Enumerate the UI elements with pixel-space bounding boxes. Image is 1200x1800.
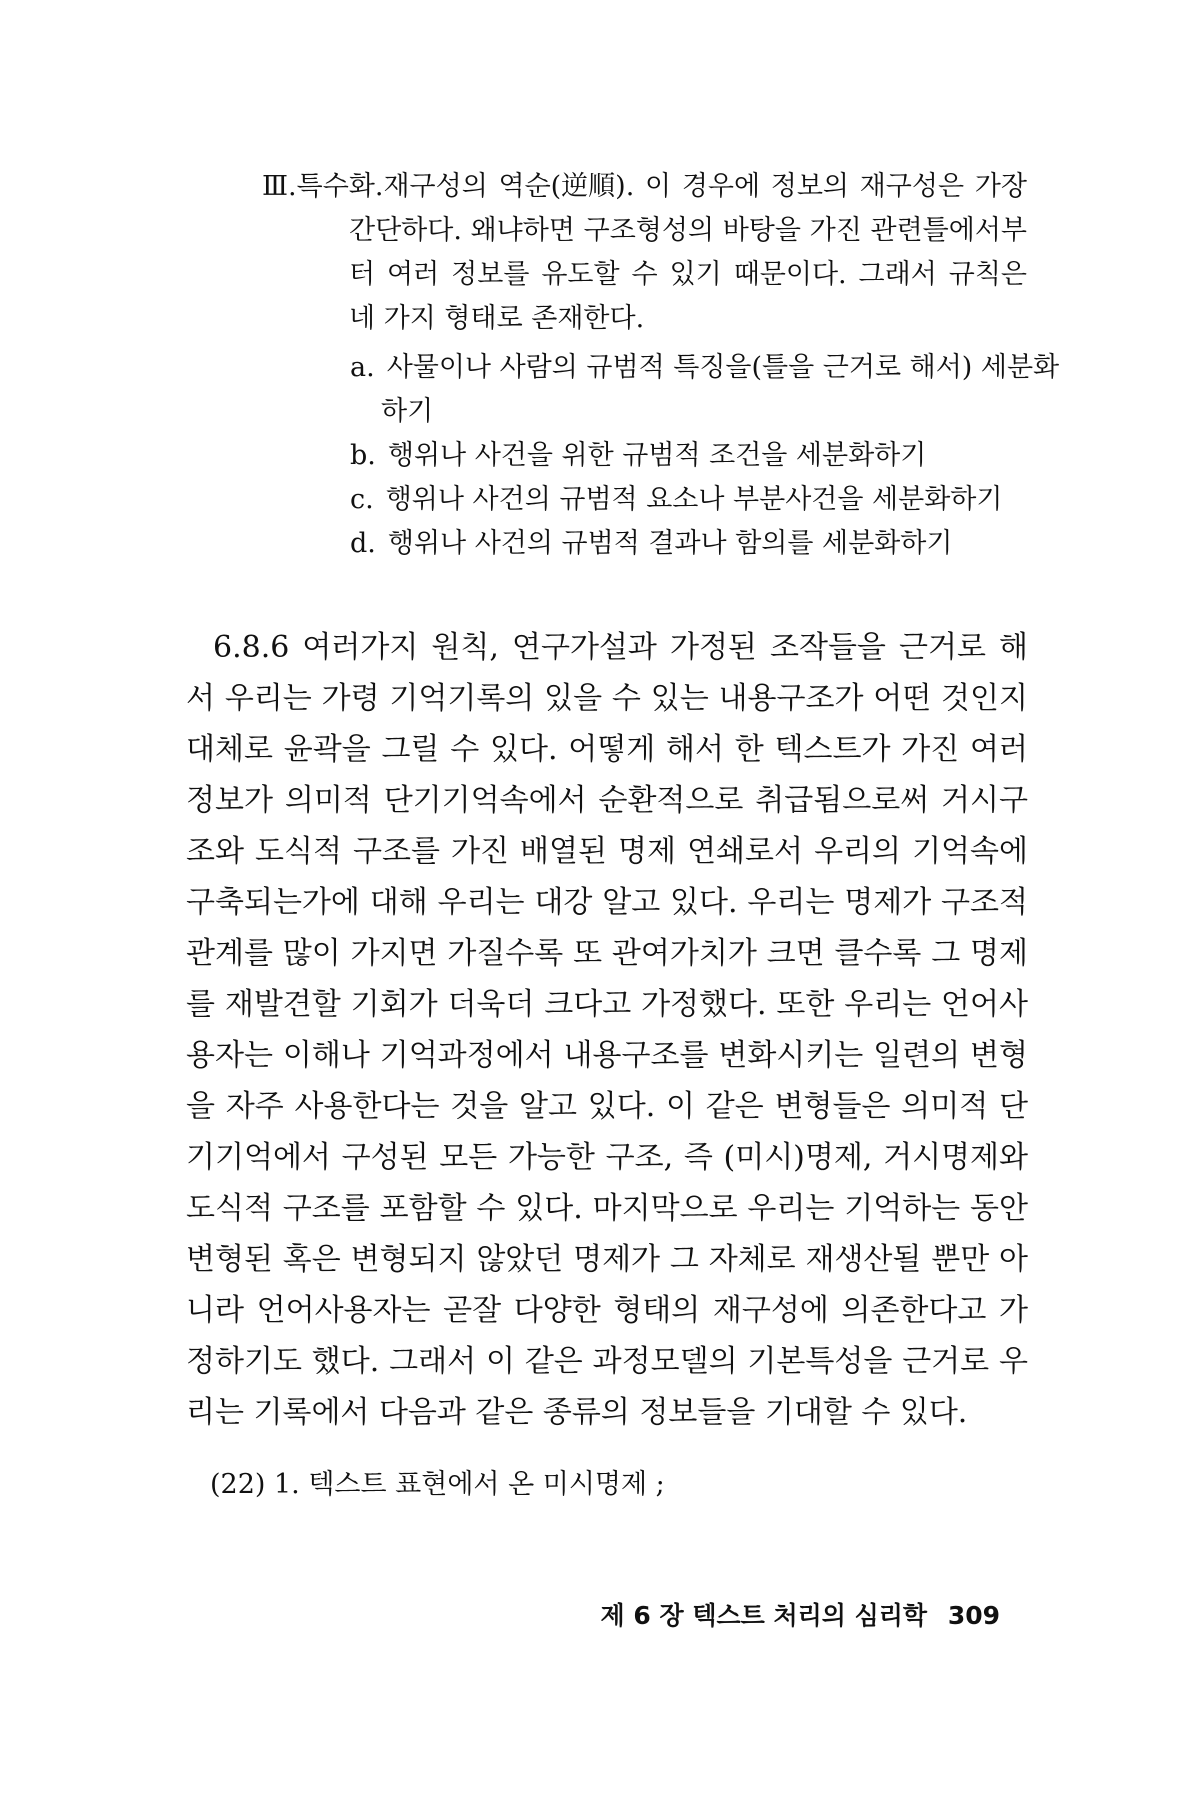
subitem-c xyxy=(350,478,1027,522)
item-three-word: 정보의 xyxy=(770,171,850,202)
subitem-list xyxy=(350,346,1060,566)
subitem-label: a. xyxy=(350,352,375,383)
item-three-word: 경우에 xyxy=(681,171,761,202)
item-three-word: 역순(逆順). xyxy=(498,171,635,202)
subitem-label: d. xyxy=(350,528,376,559)
subitem-d xyxy=(350,522,1027,566)
subitem-b xyxy=(350,434,1027,478)
body-paragraph-6-8-6: 6.8.6 여러가지 원칙, 연구가설과 가정된 조작들을 근거로 해서 우리는 가령 기억기록의 있을 수 있는 내용구조가 어떤 것인지 대체로 윤곽을 그릴 수 있다. 어떻게 해서 한 텍스트가 가진 여러 정보가 의미적 단기기억속에서 순환적으로 취급됨으로써 거시구조와 도식적 구조를 가진 배열된 명제 연쇄로서 우리의 기억속에 구축되는가에 대해 우리는 대강 알고 있다. 우리는 명제가 구조적 관계를 많이 가지면 가질수록 또 관여가치가 크면 클수록 그 명제를 재발견할 기회가 더욱더 크다고 가정했다. 또한 우리는 언어사용자는 이해나 기억과정에서 내용구조를 변화시키는 일련의 변형을 자주 사용한다는 것을 알고 있다. 이 같은 변형들은 의미적 단기기억에서 구성된 모든 가능한 구조, 즉 (미시)명제, 거시명제와 도식적 구조를 포함할 수 있다. 마지막으로 우리는 기억하는 동안 변형된 혹은 변형되지 않았던 명제가 그 자체로 재생산될 뿐만 아니라 언어사용자는 곧잘 다양한 형태의 재구성에 의존한다고 가정하기도 했다. 그래서 이 같은 과정모델의 기본특성을 근거로 우리는 기록에서 다음과 같은 종류의 정보들을 기대할 수 있다. xyxy=(186,630,1028,1430)
item-three-word: 이 xyxy=(645,171,672,202)
item-three-line-3: 터 여러 정보를 유도할 수 있기 때문이다. 그래서 규칙은 xyxy=(349,259,1027,290)
subitem-label: b. xyxy=(350,440,376,471)
item-three-word: Ⅲ.특수화.재구성의 xyxy=(262,171,488,202)
item-three-line-4: 네 가지 형태로 존재한다. xyxy=(349,303,645,334)
item-three-word: 재구성은 xyxy=(859,171,965,202)
subitem-text: 행위나 사건의 규범적 결과나 함의를 세분화하기 xyxy=(387,528,953,559)
running-footer xyxy=(589,1596,1000,1636)
item-three-block xyxy=(262,165,1027,341)
subitem-text: 행위나 사건을 위한 규범적 조건을 세분화하기 xyxy=(387,440,927,471)
example-22-item-1: (22) 1. 텍스트 표현에서 온 미시명제 ; xyxy=(210,1469,665,1500)
item-three-line-1 xyxy=(262,165,1027,209)
chapter-title: 제 6 장 텍스트 처리의 심리학 xyxy=(600,1601,928,1630)
item-three-word: 가장 xyxy=(974,171,1027,202)
subitem-a xyxy=(350,346,1060,434)
subitem-text: 행위나 사건의 규범적 요소나 부분사건을 세분화하기 xyxy=(385,484,1003,515)
subitem-text: 사물이나 사람의 규범적 특징을(틀을 근거로 해서) 세분화 xyxy=(386,352,1060,383)
page-number: 309 xyxy=(947,1601,1000,1630)
subitem-label: c. xyxy=(350,484,374,515)
item-three-line-2: 간단하다. 왜냐하면 구조형성의 바탕을 가진 관련틀에서부 xyxy=(349,215,1027,246)
subitem-text-continued: 하기 xyxy=(381,396,434,427)
